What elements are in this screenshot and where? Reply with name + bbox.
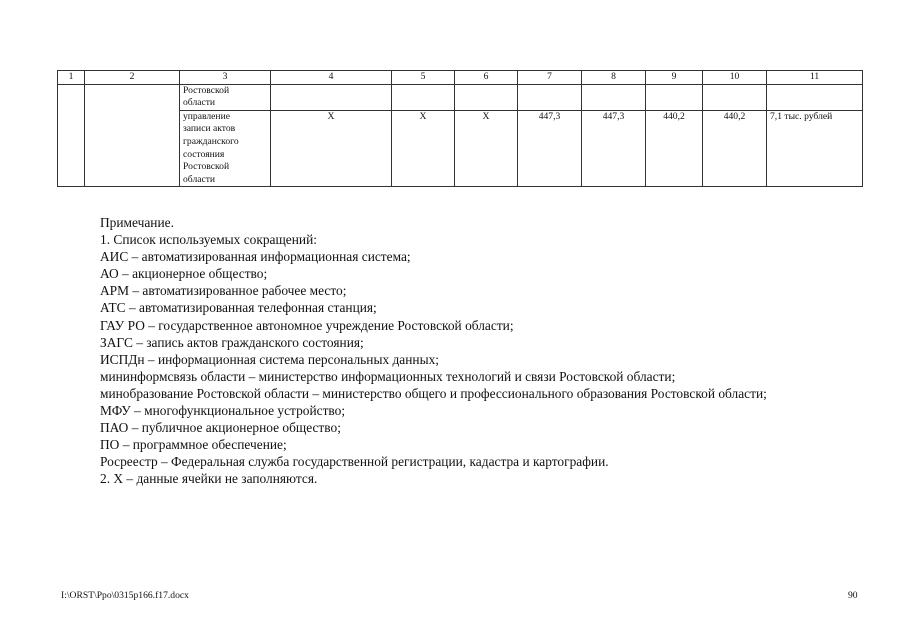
note-line: АТС – автоматизированная телефонная станция; bbox=[100, 300, 377, 316]
note-line: АИС – автоматизированная информационная система; bbox=[100, 249, 411, 265]
table-cell-value: 7,1 тыс. рублей bbox=[767, 110, 863, 187]
header-cell: 5 bbox=[392, 71, 455, 85]
note-line: ИСПДн – информационная система персональных данных; bbox=[100, 351, 439, 367]
header-cell: 6 bbox=[455, 71, 518, 85]
table-cell-empty bbox=[58, 84, 85, 187]
data-table bbox=[57, 70, 863, 187]
note-line: ЗАГС – запись актов гражданского состояния; bbox=[100, 334, 364, 350]
table-cell-value: X bbox=[271, 110, 392, 187]
table-cell-value: 440,2 bbox=[646, 110, 703, 187]
note-line: ГАУ РО – государственное автономное учреждение Ростовской области; bbox=[100, 317, 514, 333]
table-cell-value: X bbox=[455, 110, 518, 187]
table-cell-empty bbox=[85, 84, 180, 187]
header-cell: 1 bbox=[58, 71, 85, 85]
cell-line: области bbox=[183, 173, 216, 185]
cell-line: состояния bbox=[183, 148, 225, 160]
footer-file-path: I:\ORST\Ppo\0315p166.f17.docx bbox=[61, 590, 189, 601]
footer-page-number: 90 bbox=[848, 590, 858, 601]
table-cell-value: X bbox=[392, 110, 455, 187]
note-line: МФУ – многофункциональное устройство; bbox=[100, 403, 346, 419]
note-line: АО – акционерное общество; bbox=[100, 266, 268, 282]
note-line: 2. X – данные ячейки не заполняются. bbox=[100, 471, 318, 487]
note-line: ПАО – публичное акционерное общество; bbox=[100, 420, 341, 436]
note-line: мининформсвязь области – министерство информационных технологий и связи Ростовской области; bbox=[100, 368, 676, 384]
cell-line: записи актов bbox=[183, 123, 236, 135]
table-cell-organization bbox=[180, 84, 271, 110]
table-header-row bbox=[58, 71, 863, 85]
header-cell: 11 bbox=[767, 71, 863, 85]
table-cell-empty bbox=[703, 84, 767, 110]
table-cell-empty bbox=[767, 84, 863, 110]
cell-line: области bbox=[183, 97, 216, 109]
header-cell: 3 bbox=[180, 71, 271, 85]
table-cell-empty bbox=[518, 84, 582, 110]
cell-line: Ростовской bbox=[183, 84, 230, 96]
notes-title: Примечание. bbox=[100, 215, 174, 230]
cell-line: гражданского bbox=[183, 135, 239, 147]
note-line: минобразование Ростовской области – министерство общего и профессионального образования Ростовской области; bbox=[100, 385, 767, 401]
table-row bbox=[58, 84, 863, 110]
header-cell: 8 bbox=[582, 71, 646, 85]
table-cell-empty bbox=[271, 84, 392, 110]
note-line: 1. Список используемых сокращений: bbox=[100, 232, 317, 248]
header-cell: 10 bbox=[703, 71, 767, 85]
notes-section bbox=[100, 214, 890, 488]
cell-line: управление bbox=[183, 110, 230, 122]
table-cell-value: 440,2 bbox=[703, 110, 767, 187]
table-cell-value: 447,3 bbox=[518, 110, 582, 187]
header-cell: 4 bbox=[271, 71, 392, 85]
table-cell-organization bbox=[180, 110, 271, 187]
table-cell-empty bbox=[646, 84, 703, 110]
note-line: ПО – программное обеспечение; bbox=[100, 437, 287, 453]
header-cell: 2 bbox=[85, 71, 180, 85]
table-cell-empty bbox=[455, 84, 518, 110]
header-cell: 7 bbox=[518, 71, 582, 85]
table-cell-empty bbox=[582, 84, 646, 110]
table-cell-value: 447,3 bbox=[582, 110, 646, 187]
header-cell: 9 bbox=[646, 71, 703, 85]
note-line: АРМ – автоматизированное рабочее место; bbox=[100, 283, 347, 299]
table-cell-empty bbox=[392, 84, 455, 110]
note-line: Росреестр – Федеральная служба государственной регистрации, кадастра и картографии. bbox=[100, 454, 609, 470]
cell-line: Ростовской bbox=[183, 161, 230, 173]
